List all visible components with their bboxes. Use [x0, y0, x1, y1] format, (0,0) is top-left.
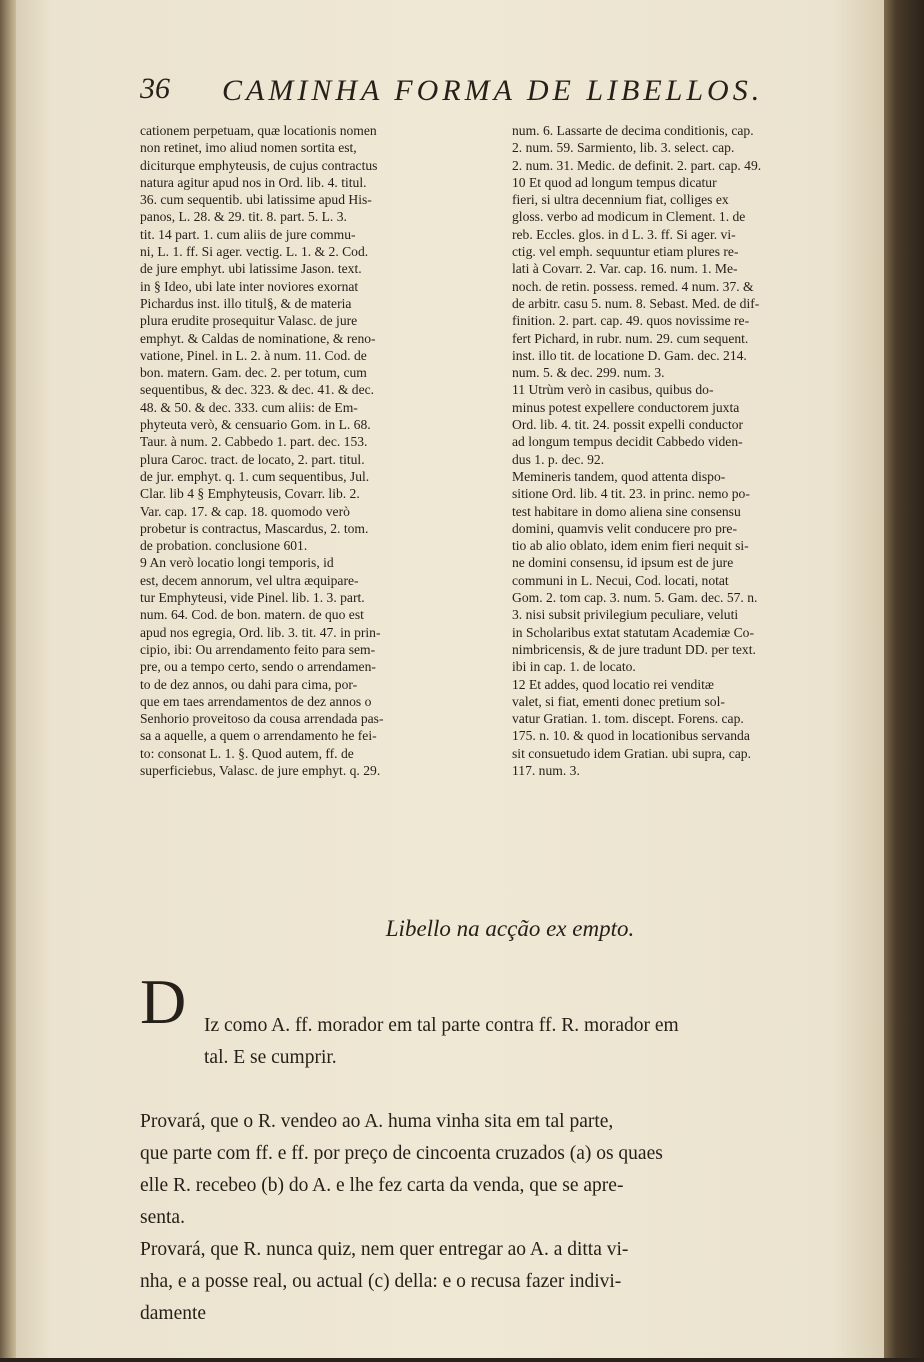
- left-column-text: cationem perpetuam, quæ locationis nomen non retinet, imo aliud nomen sortita est, diciturque emphyteusis, de cujus contractus natura agitur apud nos in Ord. lib. 4. titul. 36. cum sequentib. ubi latissime apud His- panos, L. 28. & 29. tit. 8. part. 5. L. 3. tit. 14 part. 1. cum aliis de jure commu- ni, L. 1. ff. Si ager. vectig. L. 1. & 2. Cod. de jure emphyt. ubi latissime Jason. text. in § Ideo, ubi late inter noviores exornat Pichardus inst. illo titul§, & de materia plura erudite prosequitur Valasc. de jure emphyt. & Caldas de nominatione, & reno- vatione, Pinel. in L. 2. à num. 11. Cod. de bon. matern. Gam. dec. 2. per totum, cum sequentibus, & dec. 323. & dec. 41. & dec. 48. & 50. & dec. 333. cum aliis: de Em- phyteuta verò, & censuario Gom. in L. 68. Taur. à num. 2. Cabbedo 1. part. dec. 153. plura Caroc. tract. de locato, 2. part. titul. de jur. emphyt. q. 1. cum sequentibus, Jul. Clar. lib 4 § Emphyteusis, Covarr. lib. 2. Var. cap. 17. & cap. 18. quomodo verò probetur is contractus, Mascardus, 2. tom. de probation. conclusione 601. 9 An verò locatio longi temporis, id est, decem annorum, vel ultra æquipare- tur Emphyteusi, vide Pinel. lib. 1. 3. part. num. 64. Cod. de bon. matern. de quo est apud nos egregia, Ord. lib. 3. tit. 47. in prin- cipio, ibi: Ou arrendamento feito para sem- pre, ou a tempo certo, sendo o arrendamen- to de dez annos, ou dahi para cima, por- que em taes arrendamentos de dez annos o Senhorio proveitoso da cousa arrendada pas- sa a aquelle, a quem o arrendamento he fei- to: consonat L. 1. §. Quod autem, ff. de superficiebus, Valasc. de jure emphyt. q. 29.: [140, 123, 384, 778]
- body-text: [140, 978, 870, 1362]
- page-number: 36: [140, 72, 170, 105]
- opening-lines: Iz como A. ff. morador em tal parte contra ff. R. morador em tal. E se cumprir.: [204, 1015, 679, 1068]
- book-binding: [0, 0, 16, 1358]
- right-column-text: num. 6. Lassarte de decima conditionis, cap. 2. num. 59. Sarmiento, lib. 3. select. cap. 2. num. 31. Medic. de definit. 2. part. cap. 49. 10 Et quod ad longum tempus dicatur fieri, si ultra decennium fiat, colliges ex gloss. verbo ad modicum in Clement. 1. de reb. Eccles. glos. in d L. 3. ff. Si ager. vi- ctig. vel emph. sequuntur etiam plures re- lati à Covarr. 2. Var. cap. 16. num. 1. Me- noch. de retin. possess. remed. 4 num. 37. & de arbitr. casu 5. num. 8. Sebast. Med. de dif- finition. 2. part. cap. 49. quos novissime re- fert Pichard, in rubr. num. 29. cum sequent. inst. illo tit. de locatione D. Gam. dec. 214. num. 5. & dec. 299. num. 3. 11 Utrùm verò in casibus, quibus do- minus potest expellere conductorem juxta Ord. lib. 4. tit. 24. possit expelli conductor ad longum tempus decidit Cabbedo viden- dus 1. p. dec. 92. Memineris tandem, quod attenta dispo- sitione Ord. lib. 4 tit. 23. in princ. nemo po- test habitare in domo aliena sine consensu domini, quamvis velit conducere pro pre- tio ab alio oblato, idem enim fieri nequit si- ne domini consensu, id ipsum est de jure communi in L. Necui, Cod. locati, notat Gom. 2. tom cap. 3. num. 5. Gam. dec. 57. n. 3. nisi subsit privilegium peculiare, veluti in Scholaribus extat statutam Academiæ Co- nimbricensis, & de jure tradunt DD. per text. ibi in cap. 1. de locato. 12 Et addes, quod locatio rei venditæ valet, si fiat, ementi donec pretium sol- vatur Gratian. 1. tom. discept. Forens. cap. 175. n. 10. & quod in locationibus servanda sit consuetudo idem Gratian. ubi supra, cap. 117. num. 3.: [512, 123, 762, 778]
- running-head: [140, 72, 880, 116]
- page-edge: [884, 0, 924, 1358]
- body-paragraphs: Provará, que o R. vendeo ao A. huma vinha sita em tal parte, que parte com ff. e ff. por preço de cincoenta cruzados (a) os quaes elle R. recebeo (b) do A. e lhe fez carta da venda, que se apre- senta. Provará, que R. nunca quiz, nem quer entregar ao A. a ditta vi- nha, e a posse real, ou actual (c) della: e o recusa fazer indivi- damente: [140, 1111, 663, 1324]
- running-title: CAMINHA FORMA DE LIBELLOS.: [222, 74, 764, 107]
- section-title: Libello na acção ex empto.: [385, 916, 635, 941]
- drop-cap: D: [140, 966, 187, 1037]
